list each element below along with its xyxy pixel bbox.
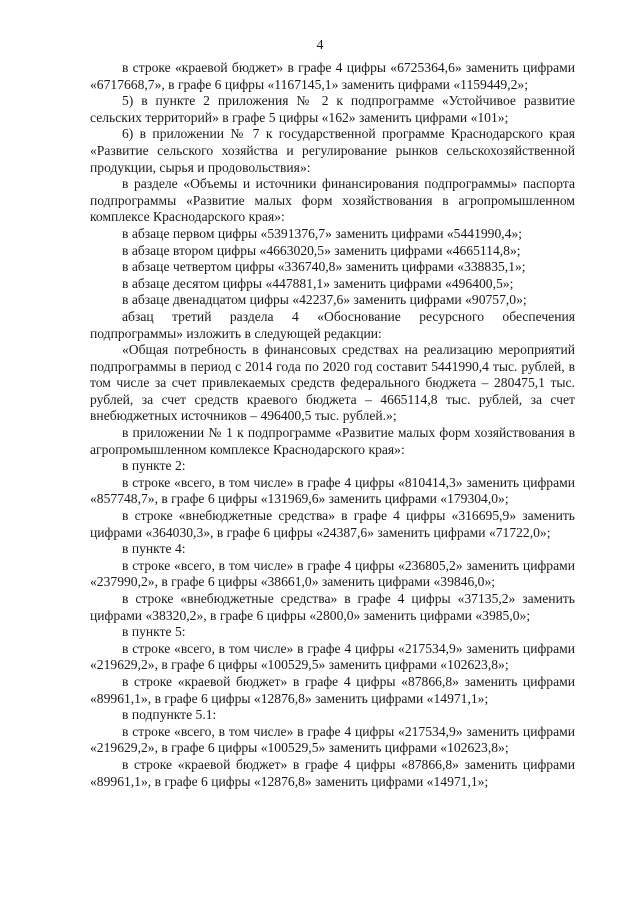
paragraph: в разделе «Объемы и источники финансирования подпрограммы» паспорта подпрограммы «Развитие малых форм хозяйствования в агропромышленном комплексе Краснодарского края»: bbox=[90, 176, 575, 225]
paragraph: 6) в приложении № 7 к государственной программе Краснодарского края «Развитие сельского хозяйства и регулирование рынков сельскохозяйственной продукции, сырья и продовольствия»: bbox=[90, 126, 575, 175]
paragraph: в строке «внебюджетные средства» в графе 4 цифры «316695,9» заменить цифрами «364030,3», в графе 6 цифры «24387,6» заменить цифрами «71722,0»; bbox=[90, 508, 575, 540]
paragraph: в строке «краевой бюджет» в графе 4 цифры «87866,8» заменить цифрами «89961,1», в графе 6 цифры «12876,8» заменить цифрами «14971,1»; bbox=[90, 673, 575, 706]
paragraph: в строке «краевой бюджет» в графе 4 цифры «6725364,6» заменить цифрами «6717668,7», в графе 6 цифры «1167145,1» заменить цифрами «1159449,2»; bbox=[90, 60, 575, 92]
paragraph: в строке «всего, в том числе» в графе 4 цифры «810414,3» заменить цифрами «857748,7», в графе 6 цифры «131969,6» заменить цифрами «179304,0»; bbox=[90, 474, 575, 507]
paragraph: в абзаце втором цифры «4663020,5» заменить цифрами «4665114,8»; bbox=[122, 242, 521, 258]
document-body bbox=[90, 60, 575, 790]
paragraph: «Общая потребность в финансовых средствах на реализацию мероприятий подпрограммы в период с 2014 года по 2020 год составит 5441990,4 тыс. рублей, в том числе за счет привлекаемых средств федерального бюджета – 280475,1 тыс. рублей, за счет средств краевого бюджета – 4665114,8 тыс. рублей, за счет внебюджетных источников – 496400,5 тыс. рублей.»; bbox=[90, 342, 575, 424]
page-number: 4 bbox=[316, 38, 324, 53]
paragraph: 5) в пункте 2 приложения № 2 к подпрограмме «Устойчивое развитие сельских территорий» в графе 5 цифры «162» заменить цифрами «101»; bbox=[90, 93, 575, 125]
paragraph: в пункте 5: bbox=[122, 624, 186, 640]
paragraph: в строке «всего, в том числе» в графе 4 цифры «217534,9» заменить цифрами «219629,2», в графе 6 цифры «100529,5» заменить цифрами «102623,8»; bbox=[90, 723, 575, 756]
paragraph: в пункте 2: bbox=[122, 458, 186, 474]
paragraph: абзац третий раздела 4 «Обоснование ресурсного обеспечения подпрограммы» изложить в следующей редакции: bbox=[90, 308, 575, 341]
paragraph: в подпункте 5.1: bbox=[122, 707, 217, 723]
paragraph: в абзаце двенадцатом цифры «42237,6» заменить цифрами «90757,0»; bbox=[122, 292, 527, 308]
paragraph: в строке «краевой бюджет» в графе 4 цифры «87866,8» заменить цифрами «89961,1», в графе 6 цифры «12876,8» заменить цифрами «14971,1»; bbox=[90, 756, 575, 789]
paragraph: в приложении № 1 к подпрограмме «Развитие малых форм хозяйствования в агропромышленном комплексе Краснодарского края»: bbox=[90, 425, 575, 457]
paragraph: в пункте 4: bbox=[122, 541, 186, 557]
paragraph: в строке «всего, в том числе» в графе 4 цифры «236805,2» заменить цифрами «237990,2», в графе 6 цифры «38661,0» заменить цифрами «39846,0»; bbox=[90, 557, 575, 590]
paragraph: в строке «всего, в том числе» в графе 4 цифры «217534,9» заменить цифрами «219629,2», в графе 6 цифры «100529,5» заменить цифрами «102623,8»; bbox=[90, 640, 575, 673]
paragraph: в абзаце первом цифры «5391376,7» заменить цифрами «5441990,4»; bbox=[122, 225, 523, 241]
paragraph: в абзаце четвертом цифры «336740,8» заменить цифрами «338835,1»; bbox=[122, 259, 526, 275]
paragraph: в абзаце десятом цифры «447881,1» заменить цифрами «496400,5»; bbox=[122, 275, 514, 291]
paragraph: в строке «внебюджетные средства» в графе 4 цифры «37135,2» заменить цифрами «38320,2», в графе 6 цифры «2800,0» заменить цифрами «3985,0»; bbox=[90, 591, 575, 623]
